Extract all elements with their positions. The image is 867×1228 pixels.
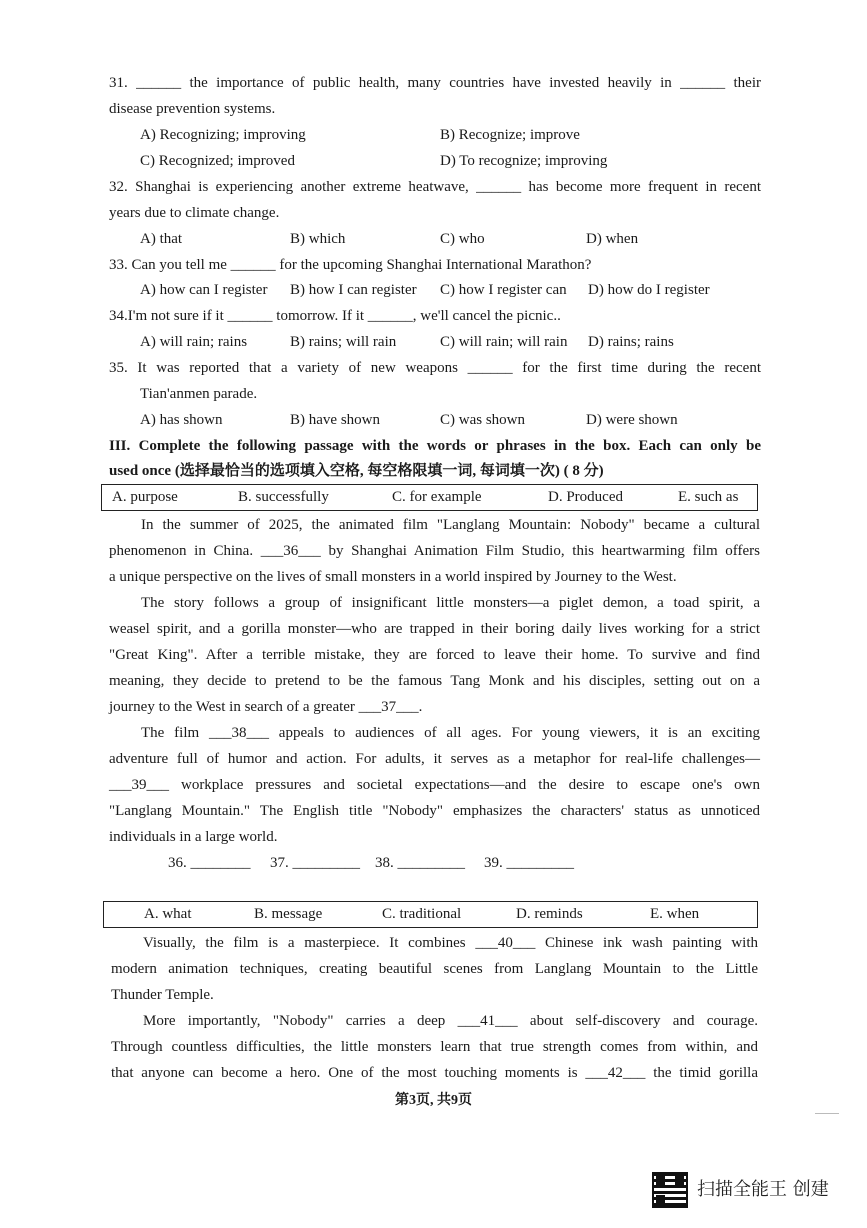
passage-line: ___39___ workplace pressures and societal expectations—and the desire to escape one's own — [109, 777, 760, 793]
word-box-1-item: B. successfully — [238, 489, 329, 505]
passage-line: Through countless difficulties, the little monsters learn that true strength comes from within, and — [111, 1039, 758, 1055]
q33-option-b: B) how I can register — [290, 282, 417, 298]
passage-line: journey to the West in search of a greater ___37___. — [109, 699, 423, 715]
word-box-2-item: E. when — [650, 906, 700, 922]
passage-line: Thunder Temple. — [111, 987, 214, 1003]
q35-option-d: D) were shown — [586, 412, 678, 428]
word-box-2-item: A. what — [144, 906, 192, 922]
passage-line: adventure full of humor and action. For adults, it serves as a metaphor for real-life challenges— — [109, 751, 760, 767]
word-box-1-item: C. for example — [392, 489, 482, 505]
q34-option-b: B) rains; will rain — [290, 334, 397, 350]
word-box-1-item: A. purpose — [112, 489, 178, 505]
section-heading-cont: used once (选择最恰当的选项填入空格, 每空格限填一词, 每词填一次) ( 8 分) — [109, 463, 604, 479]
q31-option-b: B) Recognize; improve — [440, 127, 580, 143]
word-box-1-item: E. such as — [678, 489, 739, 505]
passage-line: In the summer of 2025, the animated film "Langlang Mountain: Nobody" became a cultural — [141, 517, 760, 533]
scan-mark — [815, 1113, 839, 1114]
q34-option-a: A) will rain; rains — [140, 334, 248, 350]
q35-option-c: C) was shown — [440, 412, 525, 428]
passage-line: "Langlang Mountain." The English title "Nobody" emphasizes the characters' status as unnoticed — [109, 803, 760, 819]
passage-line: individuals in a large world. — [109, 829, 278, 845]
passage-line: Visually, the film is a masterpiece. It combines ___40___ Chinese ink wash painting with — [143, 935, 758, 951]
q33-option-d: D) how do I register — [588, 282, 710, 298]
page-number: 第3页, 共9页 — [395, 1093, 472, 1108]
q32-option-b: B) which — [290, 231, 346, 247]
answer-blank-39[interactable]: 39. _________ — [484, 855, 574, 871]
q31-option-a: A) Recognizing; improving — [140, 127, 306, 143]
passage-line: weasel spirit, and a gorilla monster—who are trapped in their boring daily lives working for a strict — [109, 621, 760, 637]
q32-stem-cont: years due to climate change. — [109, 205, 280, 221]
q31-stem: 31. ______ the importance of public health, many countries have invested heavily in ______ their — [109, 75, 761, 91]
section-heading: III. Complete the following passage with the words or phrases in the box. Each can only be — [109, 438, 761, 454]
q35-stem: 35. It was reported that a variety of new weapons ______ for the first time during the recent — [109, 360, 761, 376]
q35-option-a: A) has shown — [140, 412, 223, 428]
passage-line: modern animation techniques, creating beautiful scenes from Langlang Mountain to the Little — [111, 961, 758, 977]
q32-option-d: D) when — [586, 231, 639, 247]
q33-option-c: C) how I register can — [440, 282, 567, 298]
q31-option-c: C) Recognized; improved — [140, 153, 295, 169]
answer-blank-37[interactable]: 37. _________ — [270, 855, 360, 871]
passage-line: phenomenon in China. ___36___ by Shanghai Animation Film Studio, this heartwarming film offers — [109, 543, 760, 559]
scanner-watermark: 扫描全能王 创建 — [697, 1179, 829, 1200]
q35-stem-cont: Tian'anmen parade. — [140, 386, 258, 402]
q32-stem: 32. Shanghai is experiencing another extreme heatwave, ______ has become more frequent in recent — [109, 179, 761, 195]
passage-line: More importantly, "Nobody" carries a deep ___41___ about self-discovery and courage. — [143, 1013, 758, 1029]
passage-line: meaning, they decide to pretend to be the famous Tang Monk and his disciples, setting out on a — [109, 673, 760, 689]
q34-option-d: D) rains; rains — [588, 334, 674, 350]
passage-line: that anyone can become a hero. One of the most touching moments is ___42___ the timid gorilla — [111, 1065, 758, 1081]
passage-line: The story follows a group of insignificant little monsters—a piglet demon, a toad spirit, a — [141, 595, 760, 611]
q33-option-a: A) how can I register — [140, 282, 268, 298]
word-box-2-item: D. reminds — [516, 906, 583, 922]
qr-code-icon — [652, 1172, 688, 1208]
word-box-2-item: C. traditional — [382, 906, 462, 922]
word-box-2 — [103, 901, 758, 928]
q34-option-c: C) will rain; will rain — [440, 334, 568, 350]
word-box-1-item: D. Produced — [548, 489, 623, 505]
answer-blank-38[interactable]: 38. _________ — [375, 855, 465, 871]
word-box-2-item: B. message — [254, 906, 323, 922]
passage-line: a unique perspective on the lives of small monsters in a world inspired by Journey to the West. — [109, 569, 677, 585]
q33-stem: 33. Can you tell me ______ for the upcoming Shanghai International Marathon? — [109, 257, 592, 273]
q35-option-b: B) have shown — [290, 412, 380, 428]
q31-stem-cont: disease prevention systems. — [109, 101, 276, 117]
q34-stem: 34.I'm not sure if it ______ tomorrow. If it ______, we'll cancel the picnic.. — [109, 308, 561, 324]
q32-option-a: A) that — [140, 231, 183, 247]
q32-option-c: C) who — [440, 231, 485, 247]
passage-line: "Great King". After a terrible mistake, they are forced to leave their home. To survive and find — [109, 647, 760, 663]
q31-option-d: D) To recognize; improving — [440, 153, 608, 169]
word-box-1 — [101, 484, 758, 511]
answer-blank-36[interactable]: 36. ________ — [168, 855, 251, 871]
passage-line: The film ___38___ appeals to audiences of all ages. For young viewers, it is an exciting — [141, 725, 760, 741]
